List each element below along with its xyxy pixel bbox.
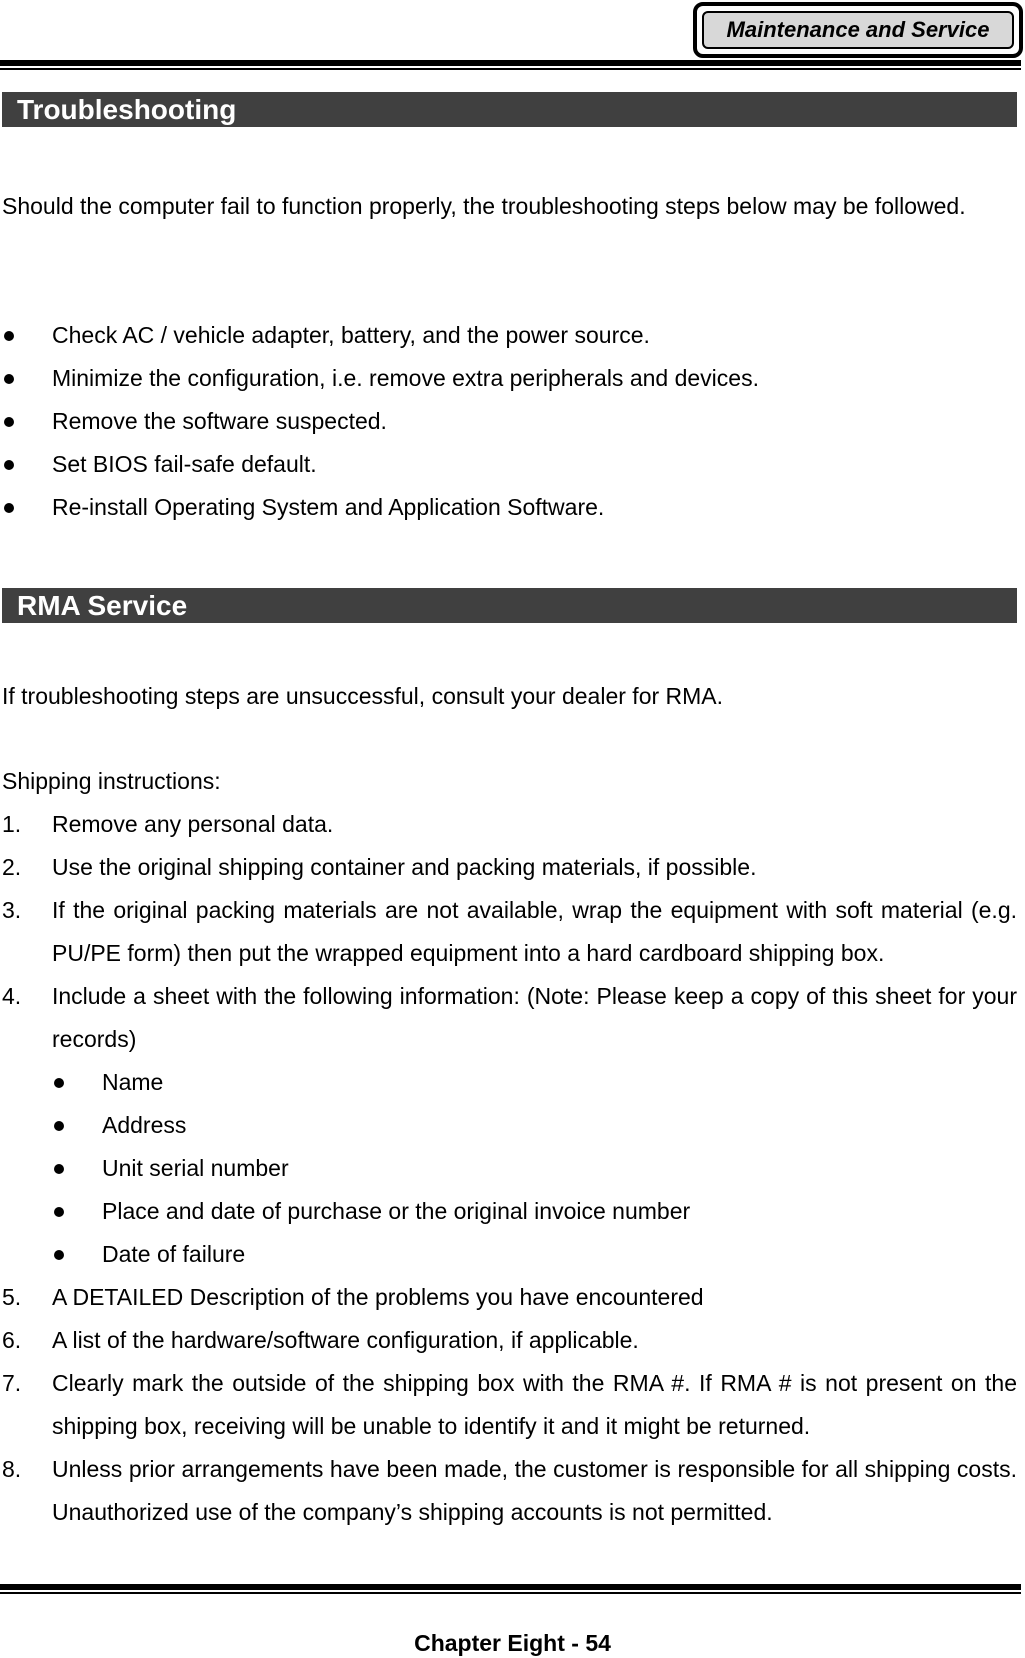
list-item: Address <box>0 1104 1017 1147</box>
page-number: Chapter Eight - 54 <box>414 1630 611 1656</box>
chapter-header-tab <box>693 2 1023 58</box>
list-item: 6. A list of the hardware/software configuration, if applicable. <box>2 1327 639 1353</box>
rma-heading: RMA Service <box>2 588 1017 623</box>
list-item: Minimize the configuration, i.e. remove extra peripherals and devices. <box>0 357 1017 400</box>
rma-intro: If troubleshooting steps are unsuccessful, consult your dealer for RMA. <box>2 683 724 709</box>
header-rule-thin <box>0 68 1021 70</box>
list-item: Unit serial number <box>0 1147 1017 1190</box>
footer-rule-thin <box>0 1592 1021 1594</box>
list-item: Set BIOS fail-safe default. <box>0 443 1017 486</box>
shipping-instructions-heading: Shipping instructions: <box>2 768 221 794</box>
bullet-icon <box>54 1207 64 1217</box>
bullet-icon <box>54 1121 64 1131</box>
bullet-icon <box>4 503 14 513</box>
list-item: Name <box>0 1061 1017 1104</box>
bullet-icon <box>4 374 14 384</box>
troubleshooting-heading: Troubleshooting <box>2 92 1017 127</box>
list-item: 1. Remove any personal data. <box>2 811 334 837</box>
troubleshooting-intro: Should the computer fail to function properly, the troubleshooting steps below may be followed. <box>2 193 966 219</box>
chapter-header-label: Maintenance and Service <box>702 11 1014 49</box>
list-item: 4. Include a sheet with the following information: (Note: Please keep a copy of this sheet for your records) <box>2 983 1017 1052</box>
bullet-icon <box>4 331 14 341</box>
list-item: 5. A DETAILED Description of the problems you have encountered <box>2 1284 704 1310</box>
list-item: Date of failure <box>0 1233 1017 1276</box>
bullet-icon <box>4 460 14 470</box>
list-item: Check AC / vehicle adapter, battery, and the power source. <box>0 314 1017 357</box>
list-item: Re-install Operating System and Application Software. <box>0 486 1017 529</box>
bullet-icon <box>4 417 14 427</box>
list-item: Remove the software suspected. <box>0 400 1017 443</box>
list-item: 2. Use the original shipping container and packing materials, if possible. <box>2 854 757 880</box>
bullet-icon <box>54 1078 64 1088</box>
list-item: 7. Clearly mark the outside of the shipping box with the RMA #. If RMA # is not present on the shipping box, receiving will be unable to identify it and it might be returned. <box>2 1370 1017 1439</box>
troubleshooting-list <box>0 314 1017 529</box>
footer-rule <box>0 1584 1021 1590</box>
list-item: Place and date of purchase or the original invoice number <box>0 1190 1017 1233</box>
bullet-icon <box>54 1250 64 1260</box>
header-rule <box>0 60 1021 66</box>
bullet-icon <box>54 1164 64 1174</box>
list-item: 3. If the original packing materials are not available, wrap the equipment with soft material (e.g. PU/PE form) then put the wrapped equipment into a hard cardboard shipping box. <box>2 897 1017 966</box>
list-item: 8. Unless prior arrangements have been made, the customer is responsible for all shipping costs. Unauthorized use of the company’s shipping accounts is not permitted. <box>2 1456 1017 1525</box>
shipping-steps-list <box>0 803 1017 1061</box>
shipping-steps-list-continued <box>0 1276 1017 1534</box>
sheet-fields-list <box>0 1061 1017 1276</box>
